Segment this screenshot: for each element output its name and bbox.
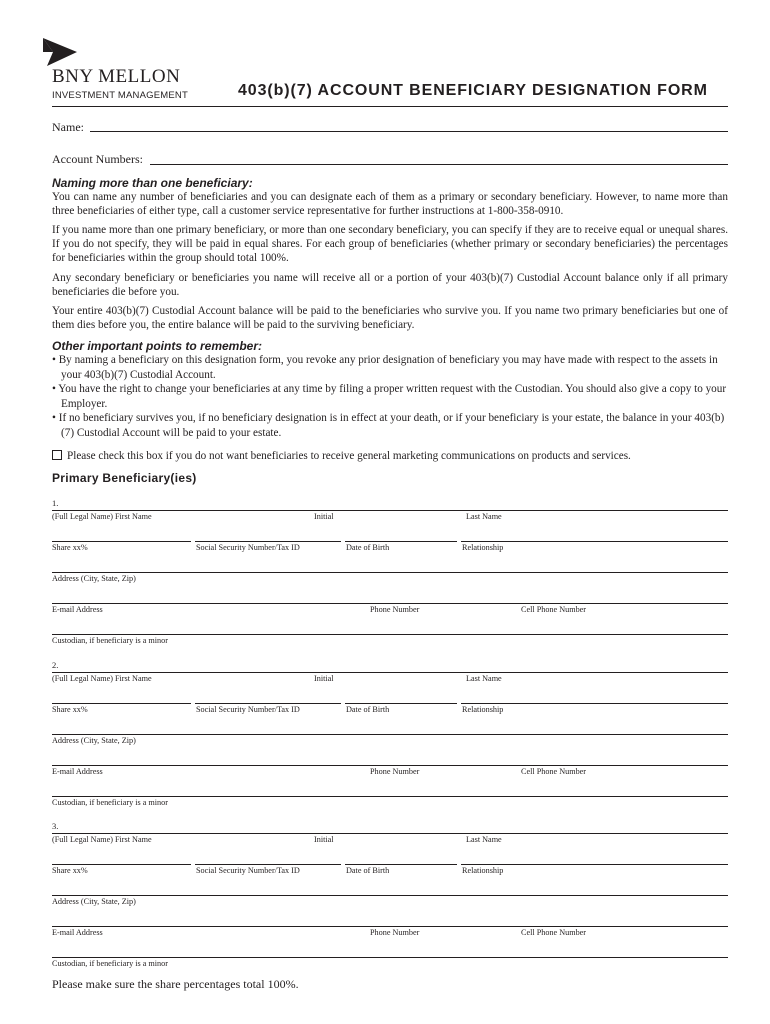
ssn-field[interactable] [195, 541, 341, 542]
naming-paragraph-1: You can name any number of beneficiaries and you can designate each of them as a primary or secondary beneficiary. However, to name more than three beneficiaries of either type, call a customer service representative for further instructions at 1-800-358-0910. [52, 191, 728, 217]
ssn-label: Social Security Number/Tax ID [196, 705, 300, 714]
relationship-label: Relationship [462, 543, 504, 552]
relationship-field[interactable] [461, 541, 728, 542]
initial-label: Initial [314, 674, 334, 683]
address-label: Address (City, State, Zip) [52, 736, 136, 745]
initial-label: Initial [314, 512, 334, 521]
relationship-field[interactable] [461, 703, 728, 704]
phone-label: Phone Number [370, 605, 420, 614]
list-item: • You have the right to change your beneficiaries at any time by filing a proper written request with the Custodian. You should also give a copy to your Employer. [52, 383, 727, 410]
relationship-label: Relationship [462, 866, 504, 875]
cell-phone-label: Cell Phone Number [521, 767, 587, 776]
ssn-label: Social Security Number/Tax ID [196, 866, 300, 875]
ssn-field[interactable] [195, 864, 341, 865]
address-label: Address (City, State, Zip) [52, 574, 136, 583]
brand-subtitle: INVESTMENT MANAGEMENT [52, 90, 188, 101]
naming-heading: Naming more than one beneficiary: [52, 176, 253, 190]
account-numbers-label: Account Numbers: [52, 152, 143, 166]
beneficiary-number: 2. [52, 660, 59, 670]
last-name-label: Last Name [466, 674, 502, 683]
page-title: 403(b)(7) ACCOUNT BENEFICIARY DESIGNATION FORM [238, 82, 708, 99]
date-of-birth-label: Date of Birth [346, 705, 390, 714]
initial-label: Initial [314, 835, 334, 844]
share-field[interactable] [52, 864, 191, 865]
email-phone-field[interactable] [52, 926, 728, 927]
full-name-label: (Full Legal Name) First Name [52, 674, 152, 683]
account-numbers-field[interactable] [150, 164, 728, 165]
ssn-label: Social Security Number/Tax ID [196, 543, 300, 552]
cell-phone-label: Cell Phone Number [521, 605, 587, 614]
email-phone-field[interactable] [52, 765, 728, 766]
email-label: E-mail Address [52, 928, 103, 937]
full-name-field[interactable] [52, 672, 728, 673]
list-item: • By naming a beneficiary on this designation form, you revoke any prior designation of beneficiary you may have made with respect to the assets in your 403(b)(7) Custodial Account. [52, 354, 718, 381]
address-field[interactable] [52, 572, 728, 573]
full-name-label: (Full Legal Name) First Name [52, 835, 152, 844]
brand-name: BNY MELLON [52, 66, 181, 87]
header-divider [52, 106, 728, 107]
email-phone-field[interactable] [52, 603, 728, 604]
share-label: Share xx% [52, 866, 88, 875]
date-of-birth-field[interactable] [345, 864, 457, 865]
beneficiary-number: 1. [52, 498, 59, 508]
last-name-label: Last Name [466, 835, 502, 844]
share-field[interactable] [52, 541, 191, 542]
custodian-label: Custodian, if beneficiary is a minor [52, 798, 168, 807]
checkbox[interactable] [52, 450, 62, 460]
custodian-label: Custodian, if beneficiary is a minor [52, 636, 168, 645]
relationship-field[interactable] [461, 864, 728, 865]
date-of-birth-label: Date of Birth [346, 866, 390, 875]
address-field[interactable] [52, 734, 728, 735]
name-field[interactable] [90, 131, 728, 132]
custodian-field[interactable] [52, 957, 728, 958]
full-name-field[interactable] [52, 833, 728, 834]
checkbox-label: Please check this box if you do not want beneficiaries to receive general marketing communications on products and services. [67, 450, 631, 462]
naming-paragraph-4: Your entire 403(b)(7) Custodial Account balance will be paid to the beneficiaries who survive you. If you name two primary beneficiaries but one of them dies before you, the entire balance will be paid to the surviving beneficiary. [52, 305, 728, 331]
share-label: Share xx% [52, 705, 88, 714]
naming-paragraph-3: Any secondary beneficiary or beneficiaries you name will receive all or a portion of your 403(b)(7) Custodial Account balance only if all primary beneficiaries die before you. [52, 272, 728, 298]
name-label: Name: [52, 120, 84, 134]
custodian-field[interactable] [52, 634, 728, 635]
full-name-field[interactable] [52, 510, 728, 511]
ssn-field[interactable] [195, 703, 341, 704]
last-name-label: Last Name [466, 512, 502, 521]
relationship-label: Relationship [462, 705, 504, 714]
date-of-birth-label: Date of Birth [346, 543, 390, 552]
beneficiary-number: 3. [52, 821, 59, 831]
address-field[interactable] [52, 895, 728, 896]
list-item: • If no beneficiary survives you, if no beneficiary designation is in effect at your death, or if your beneficiary is your estate, the balance in your 403(b)(7) Custodial Account will be paid to your estate. [52, 412, 725, 439]
share-label: Share xx% [52, 543, 88, 552]
address-label: Address (City, State, Zip) [52, 897, 136, 906]
date-of-birth-field[interactable] [345, 541, 457, 542]
naming-paragraph-2: If you name more than one primary beneficiary, or more than one secondary beneficiary, you can specify if they are to receive equal or unequal shares. If you do not specify, they will be paid in equal shares. For each group of beneficiaries (whether primary or secondary beneficiaries) the percentages for beneficiaries within the group should total 100%. [52, 224, 728, 264]
primary-beneficiaries-heading: Primary Beneficiary(ies) [52, 471, 197, 485]
share-field[interactable] [52, 703, 191, 704]
marketing-opt-out[interactable] [52, 450, 631, 462]
custodian-label: Custodian, if beneficiary is a minor [52, 959, 168, 968]
important-points-heading: Other important points to remember: [52, 339, 263, 353]
phone-label: Phone Number [370, 767, 420, 776]
full-name-label: (Full Legal Name) First Name [52, 512, 152, 521]
email-label: E-mail Address [52, 767, 103, 776]
phone-label: Phone Number [370, 928, 420, 937]
bny-mellon-logo-icon [41, 38, 77, 66]
custodian-field[interactable] [52, 796, 728, 797]
footer-note: Please make sure the share percentages total 100%. [52, 977, 299, 991]
date-of-birth-field[interactable] [345, 703, 457, 704]
cell-phone-label: Cell Phone Number [521, 928, 587, 937]
important-points-list [52, 353, 728, 440]
email-label: E-mail Address [52, 605, 103, 614]
